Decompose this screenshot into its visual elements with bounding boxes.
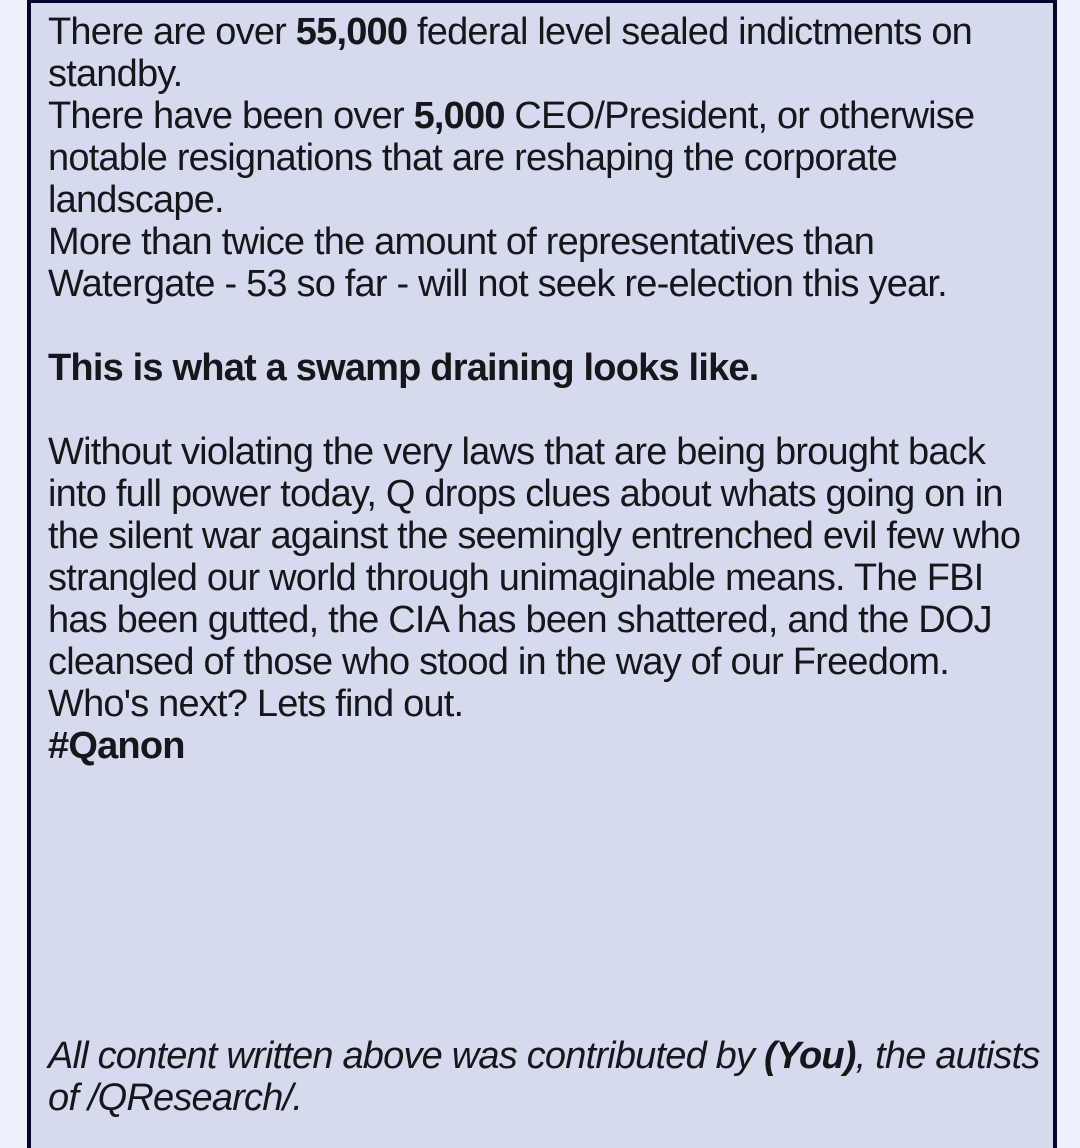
- text-segment: #Qanon: [48, 725, 185, 767]
- text-line: [48, 683, 1047, 725]
- text-segment: federal level sealed indictments on: [407, 11, 972, 53]
- text-line: [48, 263, 1047, 305]
- text-segment: All content written above was contributed by: [48, 1035, 764, 1077]
- text-segment: Without violating the very laws that are being brought back: [48, 431, 986, 473]
- text-line: [48, 515, 1047, 557]
- post-container: [27, 0, 1057, 1148]
- text-line: [48, 221, 1047, 263]
- text-line: [48, 641, 1047, 683]
- text-segment: (You): [763, 1035, 856, 1077]
- text-segment: Who's next? Lets find out.: [48, 683, 464, 725]
- text-segment: This is what a swamp draining looks like.: [48, 347, 759, 389]
- text-segment: cleansed of those who stood in the way of our Freedom.: [48, 641, 950, 683]
- text-segment: There have been over: [48, 95, 414, 137]
- text-segment: strangled our world through unimaginable means. The FBI: [48, 557, 984, 599]
- text-line: [48, 431, 1047, 473]
- text-line: [48, 179, 1047, 221]
- text-segment: notable resignations that are reshaping the corporate: [48, 137, 898, 179]
- text-line: [48, 305, 1047, 347]
- text-segment: into full power today, Q drops clues about whats going on in: [48, 473, 1003, 515]
- text-segment: has been gutted, the CIA has been shattered, and the DOJ: [48, 599, 992, 641]
- text-segment: More than twice the amount of representatives than: [48, 221, 875, 263]
- text-segment: of /QResearch/.: [48, 1077, 303, 1119]
- post-body-text: [31, 3, 1053, 767]
- credit-footer: [31, 1035, 1053, 1119]
- text-segment: landscape.: [48, 179, 224, 221]
- text-segment: the silent war against the seemingly entrenched evil few who: [48, 515, 1021, 557]
- text-segment: Watergate - 53 so far - will not seek re-election this year.: [48, 263, 947, 305]
- text-line: [48, 347, 1047, 389]
- text-segment: 55,000: [295, 11, 408, 53]
- text-line: [48, 557, 1047, 599]
- text-line: [48, 53, 1047, 95]
- text-line: [48, 137, 1047, 179]
- text-line: [48, 599, 1047, 641]
- text-line: [48, 725, 1047, 767]
- text-line: [48, 11, 1047, 53]
- text-segment: 5,000: [413, 95, 505, 137]
- text-line: [48, 389, 1047, 431]
- text-segment: There are over: [48, 11, 296, 53]
- text-segment: , the autists: [855, 1035, 1040, 1077]
- text-segment: CEO/President, or otherwise: [504, 95, 975, 137]
- text-line: [48, 1077, 1047, 1119]
- text-segment: standby.: [48, 53, 183, 95]
- text-line: [48, 473, 1047, 515]
- text-line: [48, 95, 1047, 137]
- text-line: [48, 1035, 1047, 1077]
